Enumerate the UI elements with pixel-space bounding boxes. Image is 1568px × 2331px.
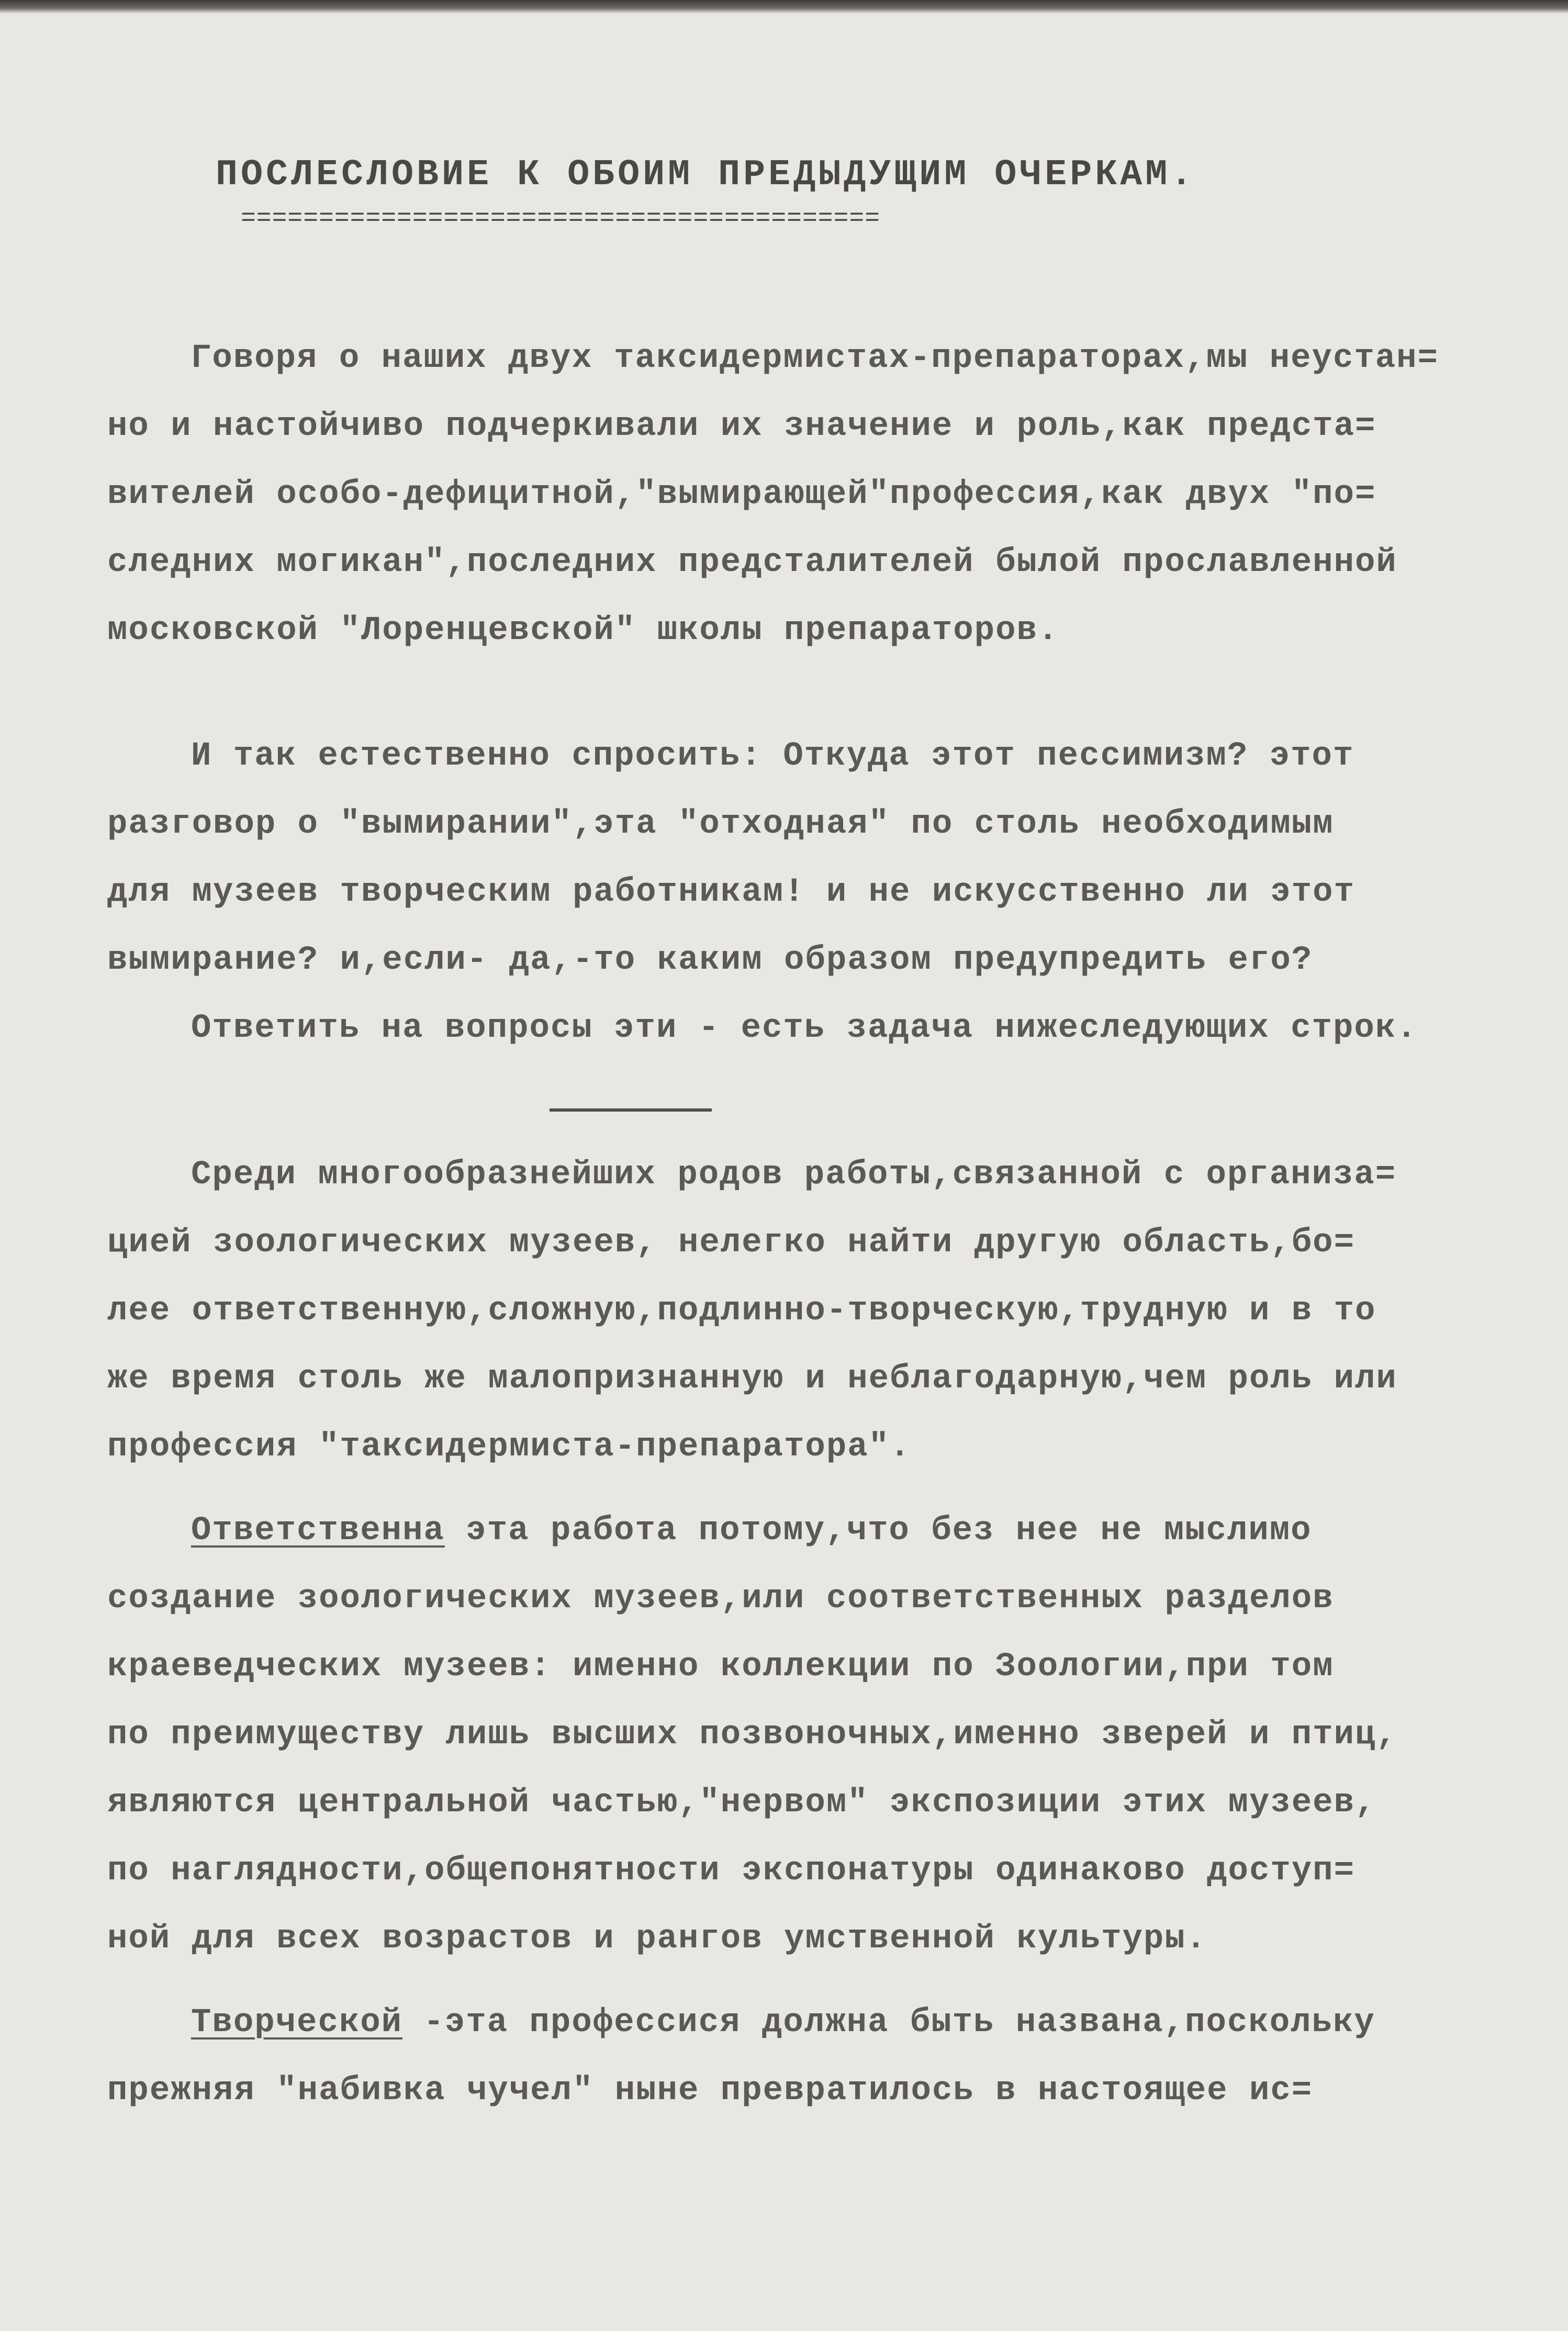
- underlined-word: Творческой: [191, 2004, 403, 2042]
- paragraph-line: профессия "таксидермиста-препаратора".: [107, 1428, 911, 1466]
- section-divider: [550, 1108, 712, 1112]
- paragraph-line: [107, 1497, 1494, 1565]
- paragraph-line: [107, 1989, 1494, 2057]
- paragraph-line: но и настойчиво подчеркивали их значение и роль,как предста=: [107, 408, 1376, 445]
- paragraph-4: [107, 1497, 1494, 1973]
- paragraph-line: Среди многообразнейших родов работы,связанной с организа=: [191, 1156, 1397, 1194]
- paragraph-line: прежняя "набивка чучел" ныне превратилось в настоящее ис=: [107, 2072, 1313, 2110]
- paragraph-line: вителей особо-дефицитной,"вымирающей"профессия,как двух "по=: [107, 476, 1376, 513]
- paragraph-line: являются центральной частью,"нервом" экспозиции этих музеев,: [107, 1784, 1376, 1822]
- paragraph-line: Ответить на вопросы эти - есть задача нижеследующих строк.: [191, 1010, 1418, 1047]
- page-top-edge: [0, 0, 1568, 14]
- title-underline: =========================================: [241, 205, 880, 233]
- paragraph-line: вымирание? и,если- да,-то каким образом предупредить его?: [107, 942, 1313, 979]
- paragraph-line: создание зоологических музеев,или соответственных разделов: [107, 1580, 1334, 1618]
- paragraph-line: И так естественно спросить: Откуда этот пессимизм? этот: [191, 737, 1354, 775]
- paragraph-line: Говоря о наших двух таксидермистах-препараторах,мы неустан=: [191, 340, 1439, 377]
- paragraph-line: же время столь же малопризнанную и неблагодарную,чем роль или: [107, 1360, 1397, 1398]
- paragraph-line-text: -эта профессися должна быть названа,поскольку: [402, 2004, 1375, 2042]
- paragraph-line: разговор о "вымирании",эта "отходная" по столь необходимым: [107, 805, 1334, 843]
- paragraph-line: по наглядности,общепонятности экспонатуры одинаково доступ=: [107, 1852, 1355, 1890]
- paragraph-line: краеведческих музеев: именно коллекции по Зоологии,при том: [107, 1648, 1334, 1686]
- paragraph-line: следних могикан",последних предсталителей былой прославленной: [107, 544, 1397, 581]
- paragraph-1: [107, 324, 1494, 665]
- paragraph-line-text: эта работа потому,что без нее не мыслимо: [444, 1512, 1312, 1550]
- paragraph-2: [107, 722, 1494, 1062]
- paragraph-line: для музеев творческим работникам! и не искусственно ли этот: [107, 873, 1355, 911]
- paragraph-line: по преимуществу лишь высших позвоночных,именно зверей и птиц,: [107, 1716, 1397, 1754]
- underlined-word: Ответственна: [191, 1512, 445, 1550]
- paragraph-3: [107, 1141, 1494, 1481]
- paragraph-line: московской "Лоренцевской" школы препараторов.: [107, 612, 1059, 649]
- page-title: ПОСЛЕСЛОВИЕ К ОБОИМ ПРЕДЫДУЩИМ ОЧЕРКАМ.: [216, 154, 1196, 196]
- paragraph-line: цией зоологических музеев, нелегко найти другую область,бо=: [107, 1224, 1355, 1262]
- paragraph-line: ной для всех возрастов и рангов умственной культуры.: [107, 1920, 1207, 1958]
- paragraph-line: лее ответственную,сложную,подлинно-творческую,трудную и в то: [107, 1292, 1376, 1330]
- paragraph-5: [107, 1989, 1494, 2125]
